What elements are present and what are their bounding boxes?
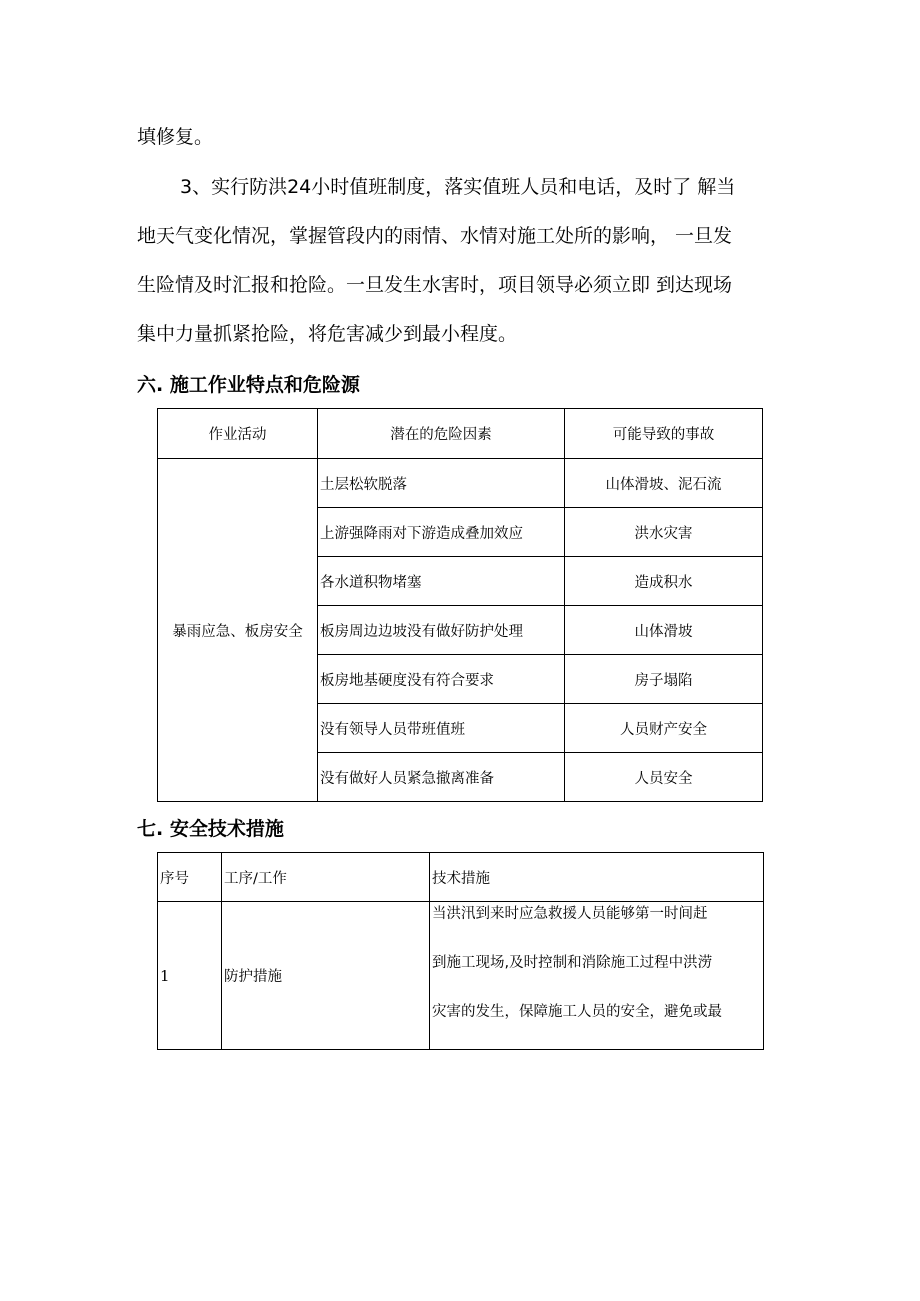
section7-title: 七. 安全技术措施 bbox=[137, 818, 284, 840]
header-no: 序号 bbox=[158, 853, 222, 902]
table-row bbox=[158, 459, 763, 508]
accident-cell: 人员财产安全 bbox=[565, 704, 763, 753]
factor-cell: 板房周边边坡没有做好防护处理 bbox=[318, 606, 565, 655]
paragraph-line-2: 3、实行防洪24小时值班制度，落实值班人员和电话，及时了 解当 bbox=[180, 176, 736, 198]
factor-cell: 没有做好人员紧急撤离准备 bbox=[318, 753, 565, 802]
measure-line: 到施工现场,及时控制和消除施工过程中洪涝 bbox=[432, 955, 713, 971]
table-row bbox=[158, 902, 764, 1050]
measure-line: 灾害的发生，保障施工人员的安全，避免或最 bbox=[432, 1004, 722, 1020]
measure-line: 当洪汛到来时应急救援人员能够第一时间赶 bbox=[432, 906, 708, 922]
factor-cell: 上游强降雨对下游造成叠加效应 bbox=[318, 508, 565, 557]
factor-cell: 土层松软脱落 bbox=[318, 459, 565, 508]
process-cell: 防护措施 bbox=[222, 902, 430, 1050]
accident-cell: 洪水灾害 bbox=[565, 508, 763, 557]
accident-cell: 人员安全 bbox=[565, 753, 763, 802]
accident-cell: 山体滑坡 bbox=[565, 606, 763, 655]
activity-cell: 暴雨应急、板房安全 bbox=[158, 459, 318, 802]
accident-cell: 造成积水 bbox=[565, 557, 763, 606]
paragraph-line-3: 地天气变化情况，掌握管段内的雨情、水情对施工处所的影响， 一旦发 bbox=[137, 225, 733, 247]
measure-cell bbox=[430, 902, 764, 1050]
header-measure: 技术措施 bbox=[430, 853, 764, 902]
paragraph-line-1: 填修复。 bbox=[137, 126, 214, 148]
row-number: 1 bbox=[158, 902, 222, 1050]
factor-cell: 没有领导人员带班值班 bbox=[318, 704, 565, 753]
header-process: 工序/工作 bbox=[222, 853, 430, 902]
header-factor: 潜在的危险因素 bbox=[318, 409, 565, 459]
factor-cell: 板房地基硬度没有符合要求 bbox=[318, 655, 565, 704]
measure-table bbox=[157, 852, 764, 1050]
hazard-table bbox=[157, 408, 763, 802]
factor-cell: 各水道积物堵塞 bbox=[318, 557, 565, 606]
header-accident: 可能导致的事故 bbox=[565, 409, 763, 459]
accident-cell: 山体滑坡、泥石流 bbox=[565, 459, 763, 508]
measure-table-header bbox=[158, 853, 764, 902]
paragraph-line-5: 集中力量抓紧抢险，将危害减少到最小程度。 bbox=[137, 323, 518, 345]
accident-cell: 房子塌陷 bbox=[565, 655, 763, 704]
header-activity: 作业活动 bbox=[158, 409, 318, 459]
hazard-table-header bbox=[158, 409, 763, 459]
paragraph-line-4: 生险情及时汇报和抢险。一旦发生水害时，项目领导必须立即 到达现场 bbox=[137, 274, 733, 296]
section6-title: 六. 施工作业特点和危险源 bbox=[137, 374, 360, 396]
